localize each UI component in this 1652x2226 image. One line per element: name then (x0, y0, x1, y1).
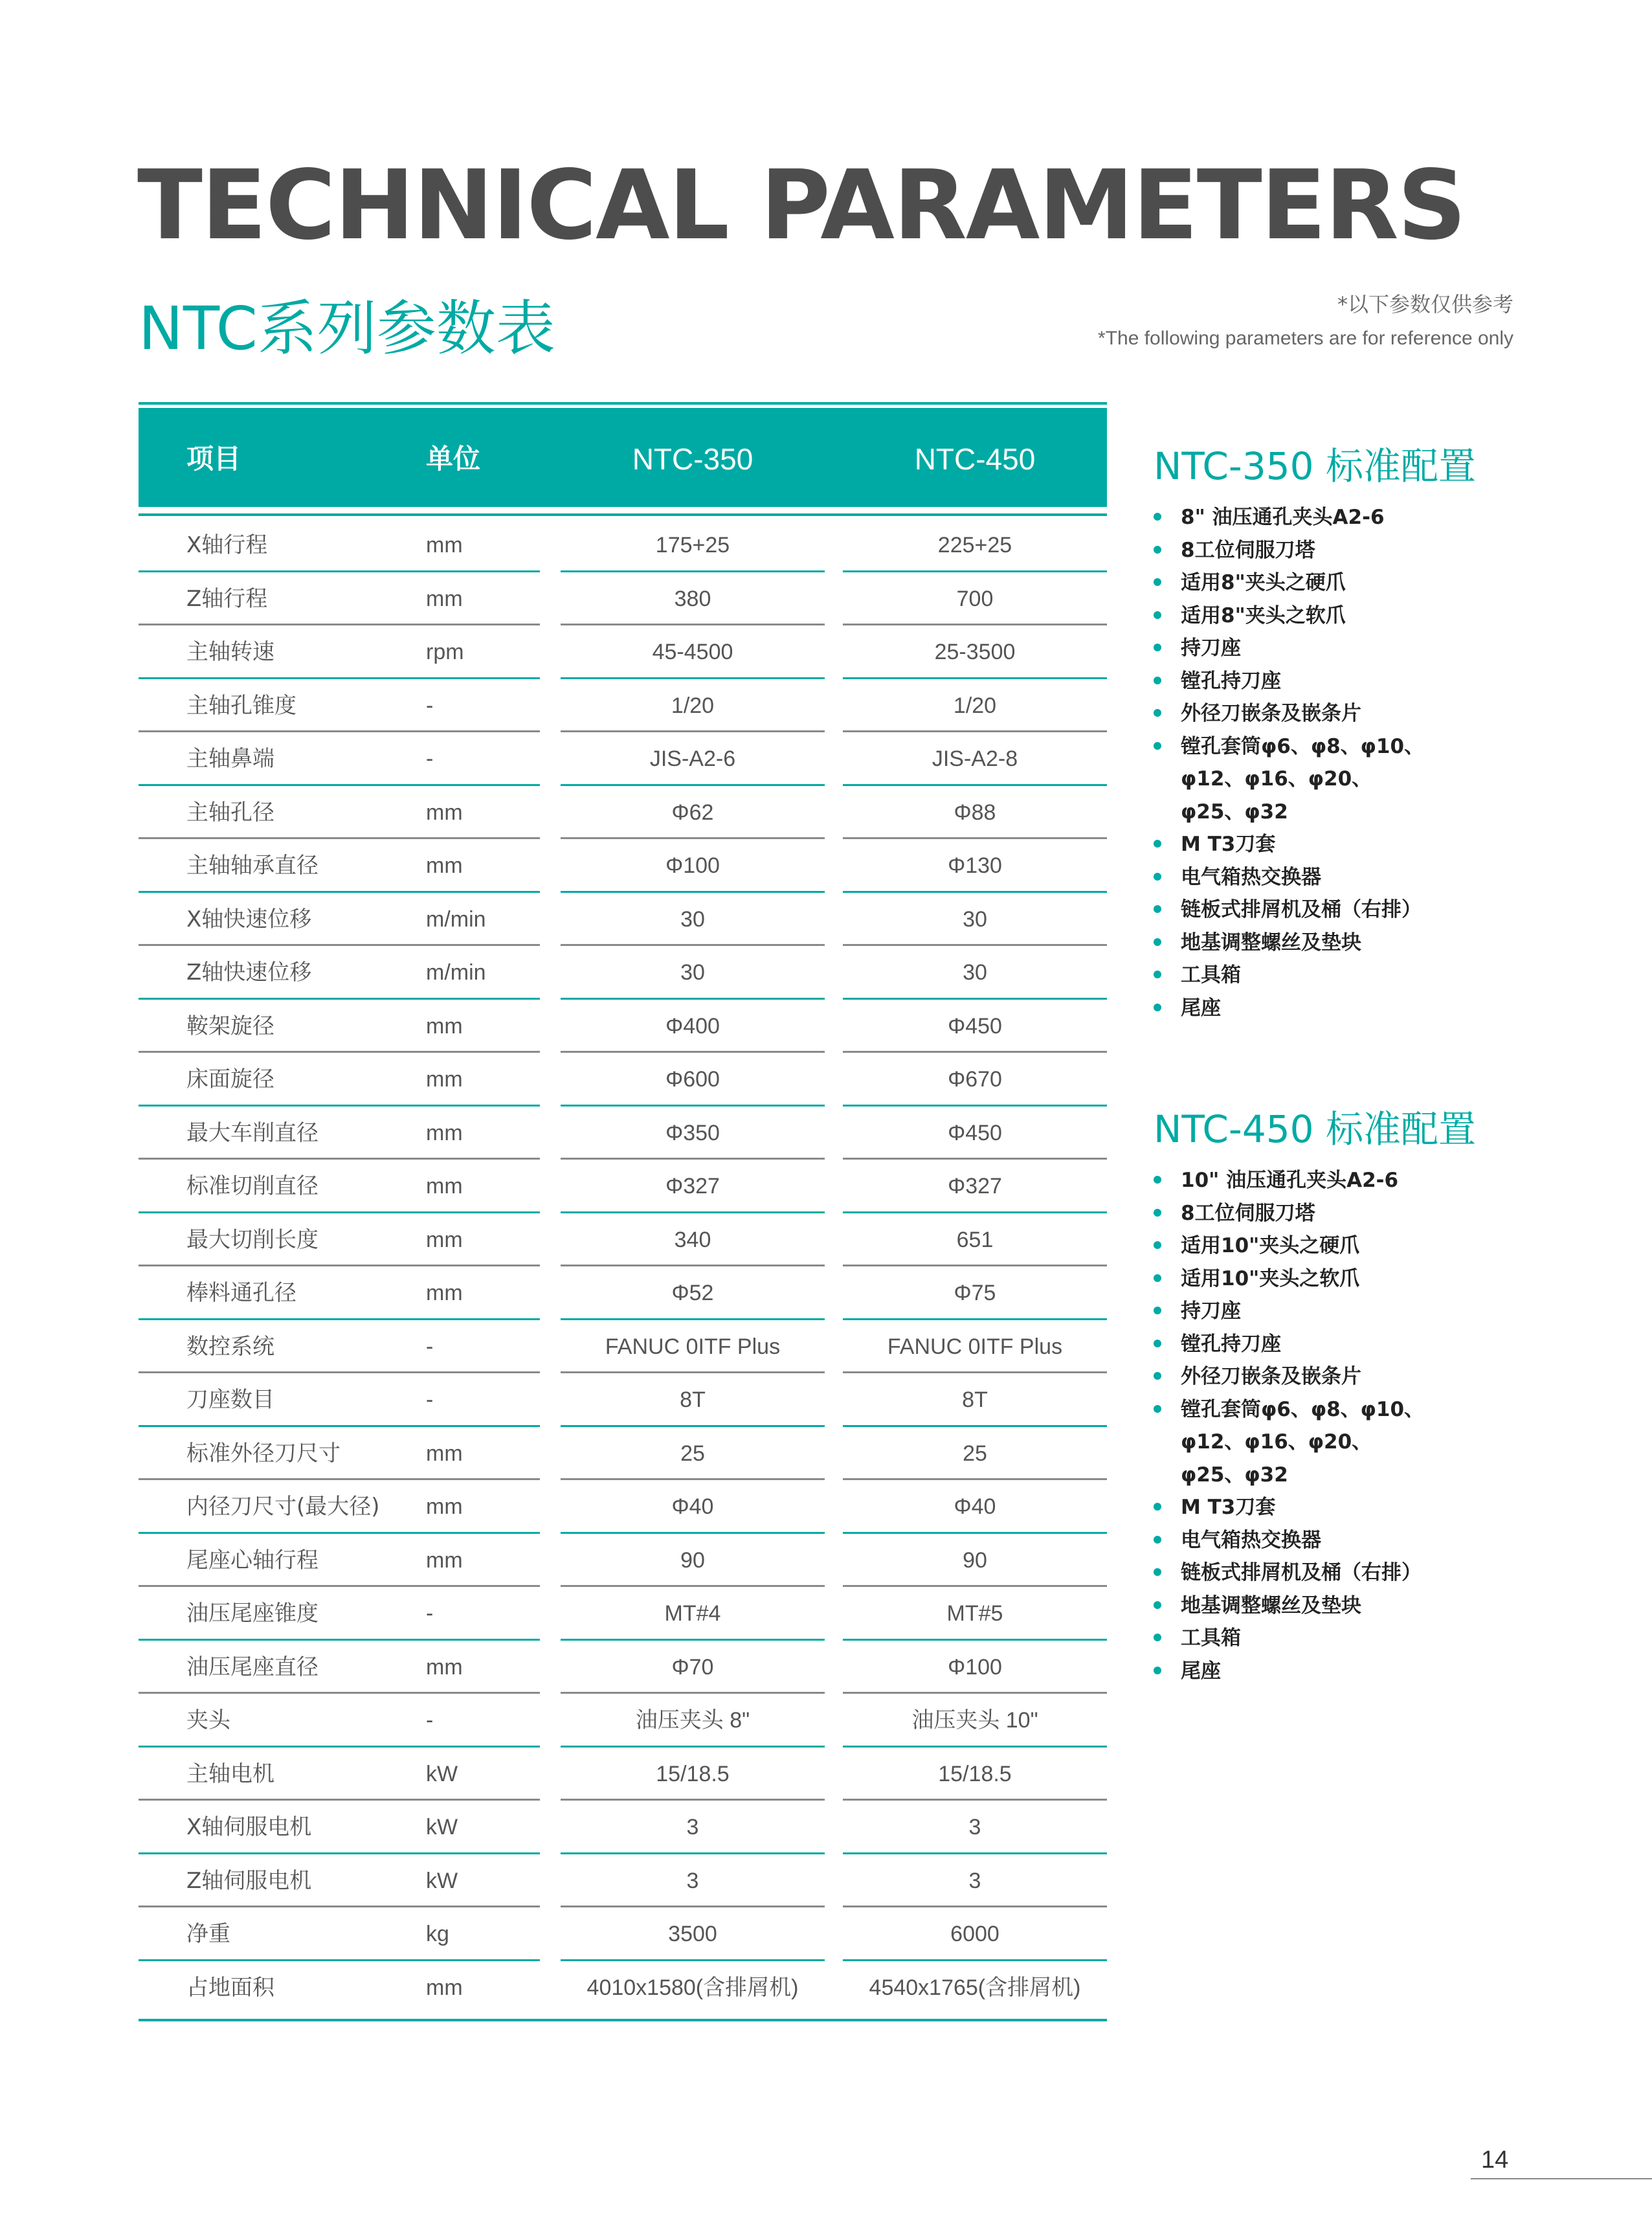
table-row (139, 1053, 1107, 1107)
config-item (1154, 600, 1607, 633)
row-unit: kW (426, 1815, 458, 1839)
bullet-icon (1154, 1241, 1161, 1249)
bullet-icon (1154, 1004, 1161, 1011)
bullet-icon (1154, 742, 1161, 750)
row-item: 标准切削直径 (186, 1173, 318, 1199)
config-item (1154, 763, 1607, 796)
row-ntc-350: 3 (686, 1868, 699, 1893)
row-ntc-450: Φ100 (948, 1654, 1002, 1680)
config-item-text: 持刀座 (1181, 636, 1241, 660)
reference-note-cn: *以下参数仅供参考 (1337, 292, 1513, 317)
row-item: 棒料通孔径 (186, 1280, 296, 1306)
row-item: X轴伺服电机 (186, 1814, 312, 1840)
bullet-icon (1154, 1209, 1161, 1217)
config-item-text: 镗孔持刀座 (1181, 1332, 1281, 1356)
table-row (139, 1266, 1107, 1320)
config-item (1154, 1393, 1607, 1426)
table-row (139, 1907, 1107, 1961)
bullet-icon (1154, 1503, 1161, 1511)
table-row (139, 1480, 1107, 1534)
header-unit: 单位 (426, 443, 481, 475)
ntc-350-config (1154, 440, 1607, 1024)
config-list (1154, 1164, 1607, 1687)
row-ntc-450: 225+25 (937, 533, 1012, 557)
table-row (139, 1534, 1107, 1588)
row-unit: mm (426, 1013, 463, 1039)
bullet-icon (1154, 1340, 1161, 1347)
config-item-text: 8工位伺服刀塔 (1181, 538, 1315, 562)
row-item: X轴快速位移 (186, 906, 312, 932)
config-item (1154, 1230, 1607, 1263)
row-ntc-450: Φ450 (948, 1013, 1002, 1039)
table-row (139, 1587, 1107, 1641)
table-row (139, 1160, 1107, 1213)
row-item: 夹头 (186, 1707, 230, 1733)
row-ntc-350: Φ600 (665, 1067, 720, 1092)
table-row (139, 786, 1107, 840)
row-item: Z轴快速位移 (186, 960, 312, 985)
series-subtitle: NTC系列参数表 (139, 294, 555, 363)
row-ntc-450: Φ88 (954, 800, 996, 825)
config-item (1154, 1197, 1607, 1230)
page-number: 14 (1481, 2146, 1509, 2174)
row-ntc-450: 651 (956, 1227, 994, 1252)
row-unit: mm (426, 1174, 463, 1198)
row-ntc-450: Φ450 (948, 1120, 1002, 1145)
bullet-icon (1154, 1307, 1161, 1314)
config-item-text: φ12、φ16、φ20、 (1181, 767, 1372, 791)
row-ntc-350: 30 (680, 906, 705, 932)
config-item-text: 电气箱热交换器 (1181, 1528, 1321, 1552)
row-unit: - (426, 1388, 434, 1412)
row-ntc-450: 3 (968, 1868, 981, 1893)
config-item (1154, 1263, 1607, 1296)
row-unit: mm (426, 1547, 463, 1573)
row-unit: rpm (426, 640, 464, 664)
config-item-text: M T3刀套 (1181, 833, 1276, 856)
row-unit: m/min (426, 960, 486, 985)
config-item-text: 尾座 (1181, 1659, 1221, 1683)
table-row (139, 1373, 1107, 1427)
row-ntc-450: 90 (963, 1547, 987, 1573)
row-ntc-350: Φ62 (671, 800, 714, 825)
page-number-rule (1471, 2178, 1652, 2179)
row-ntc-350: 4010x1580(含排屑机) (586, 1975, 799, 2000)
config-item-text: 适用10"夹头之硬爪 (1181, 1234, 1360, 1257)
config-item-text: φ25、φ32 (1181, 1463, 1288, 1487)
row-ntc-350: 340 (674, 1227, 711, 1252)
config-item-text: 适用8"夹头之硬爪 (1181, 571, 1346, 594)
row-ntc-450: 4540x1765(含排屑机) (869, 1975, 1081, 2000)
parameters-table (139, 408, 1107, 2014)
table-row (139, 1641, 1107, 1694)
bullet-icon (1154, 971, 1161, 978)
row-ntc-350: Φ400 (665, 1013, 720, 1039)
config-item-text: 外径刀嵌条及嵌条片 (1181, 702, 1361, 725)
table-row (139, 1748, 1107, 1801)
config-item-text: 镗孔套筒φ6、φ8、φ10、 (1181, 1397, 1425, 1421)
config-item (1154, 1426, 1607, 1459)
row-item: 主轴转速 (186, 639, 274, 665)
row-ntc-450: 25 (963, 1441, 987, 1466)
row-ntc-450: Φ327 (948, 1174, 1002, 1198)
row-ntc-350: 25 (680, 1441, 705, 1466)
config-title: NTC-450 标准配置 (1154, 1107, 1476, 1151)
row-ntc-350: 油压夹头 8" (635, 1708, 750, 1733)
row-ntc-350: Φ327 (665, 1174, 720, 1198)
row-ntc-350: 380 (674, 586, 711, 611)
row-ntc-350: 15/18.5 (656, 1761, 730, 1786)
row-ntc-350: Φ100 (665, 853, 720, 878)
config-list (1154, 501, 1607, 1024)
row-ntc-450: MT#5 (946, 1601, 1003, 1626)
config-item-text: 镗孔持刀座 (1181, 669, 1281, 693)
row-ntc-350: Φ40 (671, 1494, 714, 1519)
row-item: 鞍架旋径 (186, 1013, 274, 1039)
bullet-icon (1154, 578, 1161, 586)
table-row (139, 1854, 1107, 1908)
config-item (1154, 1622, 1607, 1655)
bullet-icon (1154, 677, 1161, 684)
row-item: 主轴孔径 (186, 799, 274, 826)
row-ntc-350: MT#4 (664, 1601, 721, 1626)
config-item-text: 工具箱 (1181, 1626, 1241, 1650)
bullet-icon (1154, 709, 1161, 717)
row-item: 最大切削长度 (186, 1226, 318, 1253)
config-item-text: 地基调整螺丝及垫块 (1181, 1593, 1361, 1617)
table-row (139, 625, 1107, 679)
bullet-icon (1154, 1667, 1161, 1674)
row-ntc-350: Φ350 (665, 1120, 720, 1145)
row-unit: mm (426, 800, 463, 825)
row-unit: - (426, 1708, 434, 1733)
row-ntc-350: Φ70 (671, 1654, 714, 1680)
row-unit: kW (426, 1761, 458, 1786)
config-item-text: 持刀座 (1181, 1299, 1241, 1323)
config-item (1154, 1328, 1607, 1361)
ntc-450-config (1154, 1103, 1607, 1687)
header-item: 项目 (186, 443, 241, 475)
config-item (1154, 1360, 1607, 1393)
header-rule-top (139, 402, 1107, 405)
bullet-icon (1154, 873, 1161, 881)
row-ntc-350: 3 (686, 1815, 699, 1839)
config-item (1154, 697, 1607, 730)
row-ntc-350: JIS-A2-6 (649, 747, 736, 771)
config-item-text: 适用10"夹头之软爪 (1181, 1266, 1360, 1290)
row-unit: kg (426, 1922, 449, 1946)
row-ntc-450: 1/20 (953, 693, 997, 718)
config-item-text: φ12、φ16、φ20、 (1181, 1430, 1372, 1454)
table-row (139, 946, 1107, 1000)
row-unit: mm (426, 1975, 463, 2000)
row-ntc-350: 30 (680, 960, 705, 985)
page-title: TECHNICAL PARAMETERS (137, 150, 1466, 261)
row-ntc-450: 8T (962, 1388, 988, 1412)
config-item-text: 尾座 (1181, 996, 1221, 1020)
config-item-text: 地基调整螺丝及垫块 (1181, 930, 1361, 954)
config-item-text: 链板式排屑机及桶（右排） (1181, 898, 1422, 921)
row-item: 内径刀尺寸(最大径) (186, 1494, 380, 1520)
config-item-text: φ25、φ32 (1181, 800, 1288, 824)
config-item (1154, 632, 1607, 665)
row-item: 数控系统 (186, 1333, 274, 1360)
config-item (1154, 796, 1607, 829)
row-unit: - (426, 1601, 434, 1626)
table-row (139, 572, 1107, 626)
config-item (1154, 1491, 1607, 1524)
row-unit: - (426, 1334, 434, 1359)
header-ntc-350: NTC-350 (632, 442, 753, 476)
config-item (1154, 1557, 1607, 1590)
row-item: X轴行程 (186, 532, 268, 558)
table-row (139, 1000, 1107, 1053)
row-ntc-450: JIS-A2-8 (932, 747, 1018, 771)
row-unit: mm (426, 533, 463, 557)
row-ntc-350: FANUC 0ITF Plus (605, 1334, 781, 1359)
row-unit: mm (426, 1654, 463, 1680)
table-row (139, 1694, 1107, 1748)
row-item: Z轴行程 (186, 585, 268, 612)
row-item: 油压尾座锥度 (186, 1601, 318, 1626)
header-rule-bottom (139, 513, 1107, 516)
config-item (1154, 665, 1607, 698)
table-row (139, 1801, 1107, 1854)
row-item: 主轴电机 (186, 1760, 274, 1787)
config-item (1154, 861, 1607, 894)
row-ntc-350: 175+25 (655, 533, 730, 557)
config-item-text: 镗孔套筒φ6、φ8、φ10、 (1181, 734, 1425, 758)
row-item: 主轴鼻端 (186, 746, 274, 772)
config-item-text: 电气箱热交换器 (1181, 865, 1321, 889)
table-row (139, 732, 1107, 786)
table-bottom-rule (139, 2019, 1107, 2021)
row-ntc-450: 3 (968, 1815, 981, 1839)
row-item: 主轴孔锥度 (186, 692, 296, 719)
config-item (1154, 828, 1607, 861)
config-item (1154, 1295, 1607, 1328)
config-item-text: 8工位伺服刀塔 (1181, 1201, 1315, 1225)
table-row (139, 1961, 1107, 2015)
row-ntc-450: 30 (963, 960, 987, 985)
config-item-text: 链板式排屑机及桶（右排） (1181, 1561, 1422, 1584)
config-item (1154, 730, 1607, 763)
table-row (139, 839, 1107, 893)
row-ntc-350: 1/20 (671, 693, 715, 718)
bullet-icon (1154, 1372, 1161, 1380)
bullet-icon (1154, 611, 1161, 619)
row-unit: m/min (426, 906, 486, 932)
bullet-icon (1154, 1634, 1161, 1641)
config-item-text: 外径刀嵌条及嵌条片 (1181, 1365, 1361, 1388)
table-row (139, 893, 1107, 947)
row-ntc-350: 45-4500 (652, 640, 733, 664)
table-row (139, 1427, 1107, 1481)
bullet-icon (1154, 905, 1161, 913)
row-ntc-350: Φ52 (671, 1281, 714, 1305)
row-ntc-450: Φ75 (954, 1281, 996, 1305)
reference-note-en: *The following parameters are for reference only (1098, 328, 1513, 349)
config-item (1154, 501, 1607, 534)
config-item (1154, 567, 1607, 600)
row-ntc-450: 30 (963, 906, 987, 932)
config-item-text: 工具箱 (1181, 963, 1241, 987)
header-ntc-450: NTC-450 (914, 442, 1036, 476)
row-ntc-350: 90 (680, 1547, 705, 1573)
row-unit: mm (426, 1441, 463, 1466)
row-ntc-450: 15/18.5 (938, 1761, 1012, 1786)
config-title: NTC-350 标准配置 (1154, 444, 1476, 488)
config-item (1154, 1590, 1607, 1623)
row-item: 床面旋径 (186, 1066, 274, 1092)
bullet-icon (1154, 1274, 1161, 1282)
row-unit: mm (426, 853, 463, 878)
row-item: 刀座数目 (186, 1387, 274, 1413)
row-ntc-450: 油压夹头 10" (911, 1708, 1038, 1733)
row-item: Z轴伺服电机 (186, 1867, 312, 1894)
config-item (1154, 894, 1607, 927)
config-item (1154, 927, 1607, 960)
config-item (1154, 1164, 1607, 1197)
bullet-icon (1154, 1601, 1161, 1609)
row-ntc-350: 8T (680, 1388, 706, 1412)
bullet-icon (1154, 1536, 1161, 1544)
row-unit: - (426, 747, 434, 771)
row-item: 净重 (186, 1921, 230, 1947)
row-ntc-450: 25-3500 (934, 640, 1016, 664)
table-row (139, 1213, 1107, 1267)
bullet-icon (1154, 644, 1161, 651)
config-item (1154, 959, 1607, 992)
table-row (139, 679, 1107, 733)
row-ntc-450: Φ670 (948, 1067, 1002, 1092)
row-unit: mm (426, 1281, 463, 1305)
config-item (1154, 1459, 1607, 1492)
config-item-text: 8" 油压通孔夹头A2-6 (1181, 506, 1385, 529)
bullet-icon (1154, 546, 1161, 554)
table-row (139, 1107, 1107, 1160)
row-item: 标准外径刀尺寸 (186, 1440, 340, 1467)
config-item (1154, 534, 1607, 567)
row-unit: mm (426, 1494, 463, 1519)
config-item (1154, 1524, 1607, 1557)
row-ntc-450: 6000 (950, 1922, 999, 1946)
config-item-text: 适用8"夹头之软爪 (1181, 603, 1346, 627)
config-item-text: M T3刀套 (1181, 1496, 1276, 1519)
bullet-icon (1154, 1176, 1161, 1184)
row-item: 油压尾座直径 (186, 1654, 318, 1680)
row-ntc-350: 3500 (668, 1922, 717, 1946)
row-unit: mm (426, 1067, 463, 1092)
row-ntc-450: 700 (956, 586, 994, 611)
bullet-icon (1154, 1405, 1161, 1413)
row-ntc-450: Φ40 (954, 1494, 996, 1519)
row-unit: mm (426, 1227, 463, 1252)
config-item (1154, 1655, 1607, 1688)
row-item: 尾座心轴行程 (186, 1547, 318, 1573)
config-item (1154, 992, 1607, 1025)
row-unit: - (426, 693, 434, 718)
row-unit: mm (426, 586, 463, 611)
bullet-icon (1154, 938, 1161, 946)
row-item: 占地面积 (186, 1974, 274, 2001)
table-row (139, 1320, 1107, 1374)
row-ntc-450: Φ130 (948, 853, 1002, 878)
table-header (139, 408, 1107, 507)
config-item-text: 10" 油压通孔夹头A2-6 (1181, 1169, 1399, 1192)
table-row (139, 519, 1107, 572)
bullet-icon (1154, 1568, 1161, 1576)
row-unit: mm (426, 1120, 463, 1145)
row-ntc-450: FANUC 0ITF Plus (887, 1334, 1063, 1359)
row-unit: kW (426, 1868, 458, 1893)
row-item: 最大车削直径 (186, 1119, 318, 1146)
row-item: 主轴轴承直径 (186, 853, 318, 879)
table-body (139, 519, 1107, 2014)
bullet-icon (1154, 840, 1161, 848)
bullet-icon (1154, 513, 1161, 521)
